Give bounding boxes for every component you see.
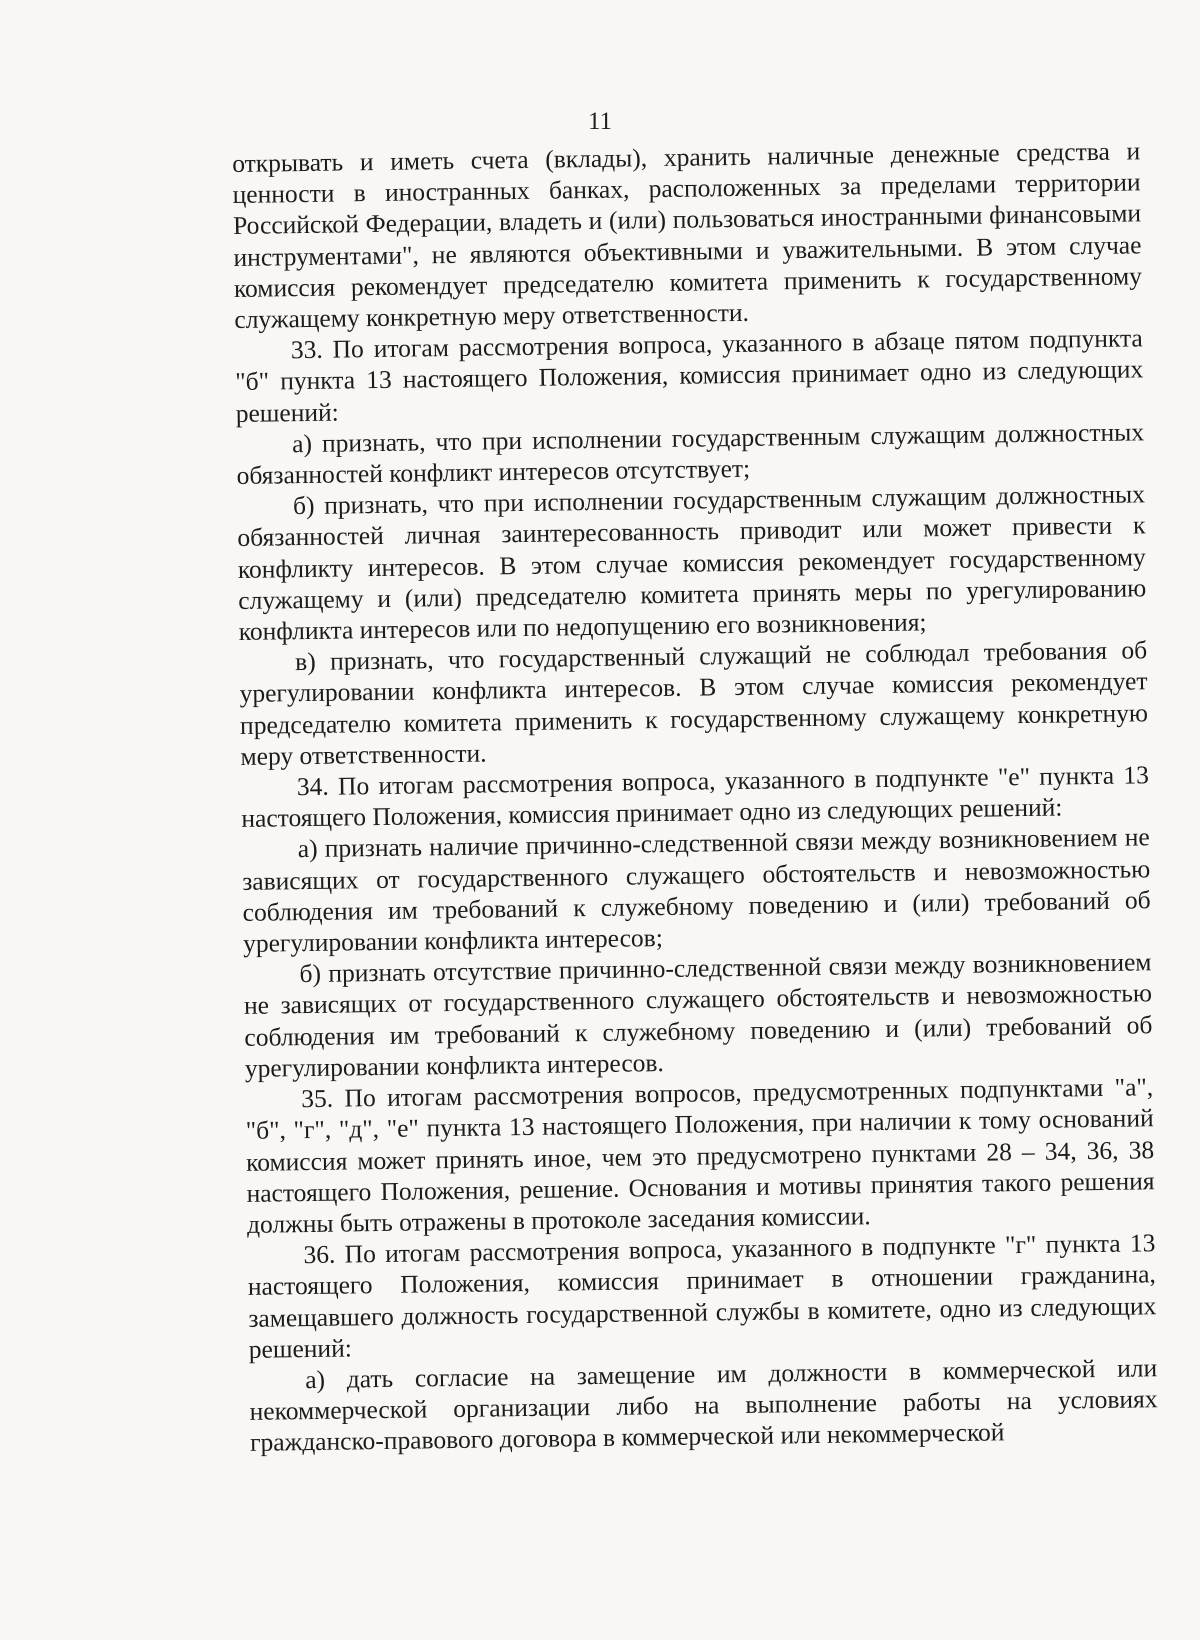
paragraph-36-a: а) дать согласие на замещение им должности в коммерческой или некоммерческой организации либо на выполнение работы на условиях гражданско-правового договора в коммерческой или некоммерческой [249, 1353, 1158, 1458]
paragraph-33: 33. По итогам рассмотрения вопроса, указанного в абзаце пятом подпункта "б" пункта 13 настоящего Положения, комиссия принимает одно из следующих решений: [235, 323, 1144, 428]
paragraph-35: 35. По итогам рассмотрения вопросов, предусмотренных подпунктами "а", "б", "г", "д", "е" пункта 13 настоящего Положения, при наличии к тому оснований комиссия может принять иное, чем это предусмотрено пунктами 28 – 34, 36, 38 настоящего Положения, решение. Основания и мотивы принятия такого решения должны быть отражены в протоколе заседания комиссии. [245, 1072, 1155, 1239]
document-body [232, 135, 1158, 1458]
paragraph-36: 36. По итогам рассмотрения вопроса, указанного в подпункте "г" пункта 13 настоящего Положения, комиссия принимает в отношении гражданина, замещавшего должность государственной службы в комитете, одно из следующих решений: [247, 1228, 1157, 1364]
paragraph-34-b: б) признать отсутствие причинно-следственной связи между возникновением не зависящих от государственного служащего обстоятельств и невозможностью соблюдения им требований к служебному поведению и (или) требований об урегулировании конфликта интересов. [243, 947, 1153, 1083]
paragraph-33-a: а) признать, что при исполнении государственным служащим должностных обязанностей конфликт интересов отсутствует; [236, 417, 1145, 490]
paragraph-33-b: б) признать, что при исполнении государственным служащим должностных обязанностей личная заинтересованность приводит или может привести к конфликту интересов. В этом случае комиссия рекомендует государственному служащему и (или) председателю комитета принять меры по урегулированию конфликта интересов или по недопущению его возникновения; [237, 479, 1147, 646]
paragraph-34-a: а) признать наличие причинно-следственной связи между возникновением не зависящих от государственного служащего обстоятельств и невозможностью соблюдения им требований к служебному поведению и (или) требований об урегулировании конфликта интересов; [242, 822, 1151, 958]
paragraph-continuation: открывать и иметь счета (вклады), хранить наличные денежные средства и ценности в иностранных банках, расположенных за пределами территории Российской Федерации, владеть и (или) пользоваться иностранными финансовыми инструментами", не являются объективными и уважительными. В этом случае комиссия рекомендует председателю комитета применить к государственному служащему конкретную меру ответственности. [232, 136, 1143, 334]
paragraph-33-v: в) признать, что государственный служащий не соблюдал требования об урегулировании конфликта интересов. В этом случае комиссия рекомендует председателю комитета применить к государственному служащему конкретную меру ответственности. [239, 635, 1149, 771]
paragraph-34: 34. По итогам рассмотрения вопроса, указанного в подпункте "е" пункта 13 настоящего Положения, комиссия принимает одно из следующих решений: [241, 760, 1150, 834]
page-number: 11 [587, 108, 613, 135]
